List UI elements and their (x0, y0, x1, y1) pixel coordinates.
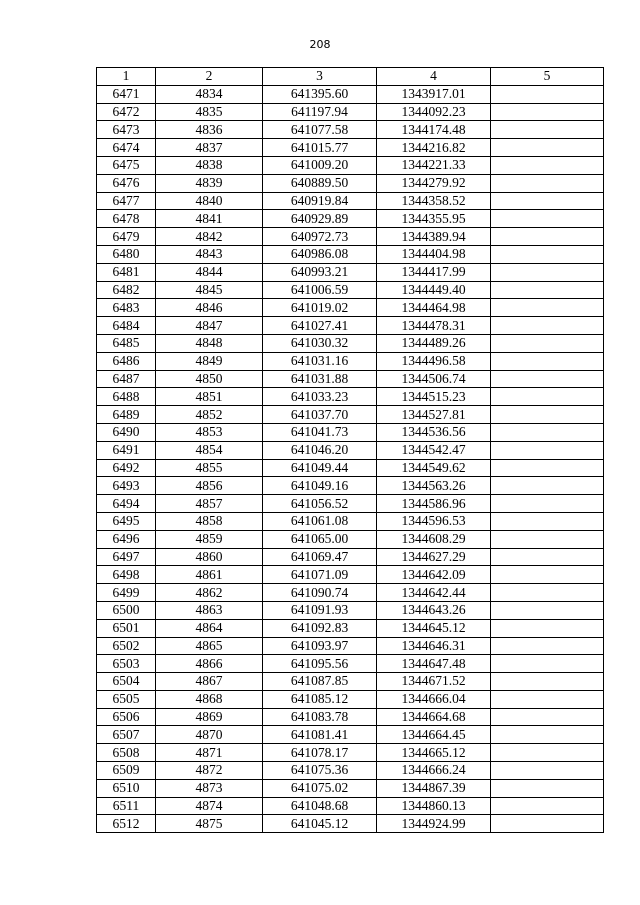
table-cell (491, 762, 604, 780)
table-row (97, 637, 604, 655)
table-cell: 6471 (97, 85, 156, 103)
table-cell: 1344643.26 (377, 601, 491, 619)
table-row (97, 762, 604, 780)
table-cell: 640929.89 (263, 210, 377, 228)
table-cell: 1344542.47 (377, 441, 491, 459)
table-cell: 4871 (156, 744, 263, 762)
table-cell: 4841 (156, 210, 263, 228)
table-row (97, 85, 604, 103)
table-cell: 6481 (97, 263, 156, 281)
table-header-row (97, 68, 604, 86)
table-cell: 641048.68 (263, 797, 377, 815)
table-cell: 641027.41 (263, 317, 377, 335)
table-cell (491, 210, 604, 228)
table-cell: 6487 (97, 370, 156, 388)
table-row (97, 281, 604, 299)
table-cell: 1344506.74 (377, 370, 491, 388)
table-cell: 1344666.04 (377, 690, 491, 708)
table-cell: 1344645.12 (377, 619, 491, 637)
table-cell: 1344646.31 (377, 637, 491, 655)
table-cell (491, 637, 604, 655)
table-cell: 1344627.29 (377, 548, 491, 566)
table-cell (491, 477, 604, 495)
table-cell: 6482 (97, 281, 156, 299)
table-cell: 641071.09 (263, 566, 377, 584)
table-cell: 4869 (156, 708, 263, 726)
table-cell: 4856 (156, 477, 263, 495)
table-cell: 1344665.12 (377, 744, 491, 762)
table-cell: 1344664.68 (377, 708, 491, 726)
table-cell: 1344647.48 (377, 655, 491, 673)
page-number: 208 (309, 38, 331, 51)
table-cell: 1344389.94 (377, 228, 491, 246)
table-row (97, 566, 604, 584)
table-cell: 641041.73 (263, 423, 377, 441)
table-cell: 4872 (156, 762, 263, 780)
table-cell: 6503 (97, 655, 156, 673)
table-cell: 6496 (97, 530, 156, 548)
table-row (97, 815, 604, 833)
table-cell: 6477 (97, 192, 156, 210)
table-cell (491, 690, 604, 708)
table-cell: 1344860.13 (377, 797, 491, 815)
table-row (97, 441, 604, 459)
table-cell: 4843 (156, 245, 263, 263)
table-cell: 4861 (156, 566, 263, 584)
table-cell (491, 370, 604, 388)
table-cell: 1343917.01 (377, 85, 491, 103)
table-cell: 6485 (97, 334, 156, 352)
table-cell: 6504 (97, 673, 156, 691)
table-cell: 1344515.23 (377, 388, 491, 406)
table-cell: 4863 (156, 601, 263, 619)
table-row (97, 210, 604, 228)
table-row (97, 139, 604, 157)
table-cell (491, 673, 604, 691)
table-cell: 641015.77 (263, 139, 377, 157)
table-cell: 4851 (156, 388, 263, 406)
table-cell: 1344478.31 (377, 317, 491, 335)
table-cell: 640889.50 (263, 174, 377, 192)
table-row (97, 156, 604, 174)
table-cell: 1344586.96 (377, 495, 491, 513)
table-cell: 641075.36 (263, 762, 377, 780)
table-row (97, 477, 604, 495)
table-cell: 641030.32 (263, 334, 377, 352)
column-header: 2 (156, 68, 263, 86)
table-cell: 6495 (97, 512, 156, 530)
table-cell (491, 566, 604, 584)
table-row (97, 619, 604, 637)
table-cell (491, 192, 604, 210)
table-row (97, 548, 604, 566)
table-cell: 4834 (156, 85, 263, 103)
table-cell: 641077.58 (263, 121, 377, 139)
table-cell: 641081.41 (263, 726, 377, 744)
table-cell: 1344496.58 (377, 352, 491, 370)
table-cell: 641031.16 (263, 352, 377, 370)
table-cell: 1344671.52 (377, 673, 491, 691)
table-cell (491, 299, 604, 317)
table-row (97, 174, 604, 192)
table-row (97, 103, 604, 121)
table-cell: 641083.78 (263, 708, 377, 726)
table-cell: 6486 (97, 352, 156, 370)
table-cell: 641085.12 (263, 690, 377, 708)
table-cell: 1344642.44 (377, 584, 491, 602)
table-cell (491, 779, 604, 797)
table-cell: 6479 (97, 228, 156, 246)
table-cell: 6491 (97, 441, 156, 459)
table-cell: 641061.08 (263, 512, 377, 530)
table-cell (491, 726, 604, 744)
coordinates-table (96, 67, 604, 833)
table-cell: 6511 (97, 797, 156, 815)
table-cell (491, 797, 604, 815)
table-cell (491, 263, 604, 281)
table-body (97, 85, 604, 832)
table-row (97, 352, 604, 370)
table-cell: 1344924.99 (377, 815, 491, 833)
table-cell: 4859 (156, 530, 263, 548)
table-cell: 641091.93 (263, 601, 377, 619)
table-cell (491, 139, 604, 157)
table-cell: 6500 (97, 601, 156, 619)
table-cell (491, 174, 604, 192)
table-cell: 4840 (156, 192, 263, 210)
table-cell: 1344536.56 (377, 423, 491, 441)
column-header: 3 (263, 68, 377, 86)
table-row (97, 601, 604, 619)
table-cell: 6475 (97, 156, 156, 174)
table-cell: 641078.17 (263, 744, 377, 762)
table-row (97, 726, 604, 744)
table-row (97, 744, 604, 762)
table-cell (491, 85, 604, 103)
column-header: 1 (97, 68, 156, 86)
table-cell: 641069.47 (263, 548, 377, 566)
table-cell (491, 121, 604, 139)
table-cell: 641197.94 (263, 103, 377, 121)
table-cell: 4860 (156, 548, 263, 566)
table-cell: 6472 (97, 103, 156, 121)
table-cell (491, 655, 604, 673)
table-cell: 1344608.29 (377, 530, 491, 548)
table-cell (491, 815, 604, 833)
table-cell: 1344867.39 (377, 779, 491, 797)
table-cell (491, 103, 604, 121)
table-cell: 4858 (156, 512, 263, 530)
table-row (97, 423, 604, 441)
table-cell: 641049.16 (263, 477, 377, 495)
table-cell: 1344642.09 (377, 566, 491, 584)
table-cell: 4862 (156, 584, 263, 602)
table-cell: 6488 (97, 388, 156, 406)
table-row (97, 495, 604, 513)
table-row (97, 779, 604, 797)
table-row (97, 245, 604, 263)
table-cell: 4874 (156, 797, 263, 815)
table-row (97, 530, 604, 548)
table-cell: 4852 (156, 406, 263, 424)
table-row (97, 317, 604, 335)
table-cell: 6492 (97, 459, 156, 477)
table-row (97, 334, 604, 352)
table-cell: 6501 (97, 619, 156, 637)
table-cell: 640986.08 (263, 245, 377, 263)
table-cell: 6490 (97, 423, 156, 441)
table-row (97, 459, 604, 477)
table-cell: 6510 (97, 779, 156, 797)
table-cell: 6480 (97, 245, 156, 263)
table-cell (491, 708, 604, 726)
table-cell: 4855 (156, 459, 263, 477)
table-row (97, 655, 604, 673)
table-cell: 4842 (156, 228, 263, 246)
table-cell: 6499 (97, 584, 156, 602)
column-header: 5 (491, 68, 604, 86)
table-row (97, 584, 604, 602)
table-cell: 6509 (97, 762, 156, 780)
table-cell: 4846 (156, 299, 263, 317)
table-cell: 4838 (156, 156, 263, 174)
table-cell: 4867 (156, 673, 263, 691)
table-cell: 6506 (97, 708, 156, 726)
table-cell: 4857 (156, 495, 263, 513)
table-cell: 4850 (156, 370, 263, 388)
table-cell: 4849 (156, 352, 263, 370)
table-cell (491, 601, 604, 619)
table-cell: 640919.84 (263, 192, 377, 210)
table-cell: 6512 (97, 815, 156, 833)
table-cell: 641065.00 (263, 530, 377, 548)
table-cell (491, 406, 604, 424)
table-cell (491, 459, 604, 477)
table-cell: 6473 (97, 121, 156, 139)
table-cell: 641075.02 (263, 779, 377, 797)
table-cell: 1344174.48 (377, 121, 491, 139)
table-row (97, 690, 604, 708)
table-cell: 641087.85 (263, 673, 377, 691)
table-cell (491, 441, 604, 459)
table-row (97, 388, 604, 406)
table-cell: 1344527.81 (377, 406, 491, 424)
table-cell: 1344489.26 (377, 334, 491, 352)
table-cell: 641033.23 (263, 388, 377, 406)
table-cell: 4870 (156, 726, 263, 744)
table-cell (491, 156, 604, 174)
table-cell: 4839 (156, 174, 263, 192)
table-cell: 1344549.62 (377, 459, 491, 477)
table-cell (491, 228, 604, 246)
table-cell: 1344464.98 (377, 299, 491, 317)
table-row (97, 263, 604, 281)
table-cell: 1344221.33 (377, 156, 491, 174)
table-cell: 4868 (156, 690, 263, 708)
table-cell: 1344664.45 (377, 726, 491, 744)
table-cell: 641006.59 (263, 281, 377, 299)
table-row (97, 228, 604, 246)
table-cell: 4854 (156, 441, 263, 459)
table-cell (491, 317, 604, 335)
table-cell: 6497 (97, 548, 156, 566)
table-cell: 4864 (156, 619, 263, 637)
table-cell: 640972.73 (263, 228, 377, 246)
table-cell (491, 530, 604, 548)
table-cell: 1344216.82 (377, 139, 491, 157)
table-cell: 6483 (97, 299, 156, 317)
table-cell: 1344092.23 (377, 103, 491, 121)
table-cell: 1344279.92 (377, 174, 491, 192)
table-cell: 1344404.98 (377, 245, 491, 263)
table-cell: 1344666.24 (377, 762, 491, 780)
table-cell: 6494 (97, 495, 156, 513)
table-cell: 1344563.26 (377, 477, 491, 495)
table-cell (491, 495, 604, 513)
table-row (97, 370, 604, 388)
table-cell: 6484 (97, 317, 156, 335)
table-cell (491, 512, 604, 530)
table-cell: 6508 (97, 744, 156, 762)
table-cell (491, 352, 604, 370)
table-cell: 1344417.99 (377, 263, 491, 281)
table-cell: 4873 (156, 779, 263, 797)
table-cell: 641031.88 (263, 370, 377, 388)
table-cell: 6493 (97, 477, 156, 495)
table-cell (491, 619, 604, 637)
table-row (97, 512, 604, 530)
table-cell: 6474 (97, 139, 156, 157)
table-cell: 6502 (97, 637, 156, 655)
table-cell (491, 281, 604, 299)
table-cell: 1344449.40 (377, 281, 491, 299)
table-row (97, 121, 604, 139)
table-cell: 1344358.52 (377, 192, 491, 210)
table-cell: 4845 (156, 281, 263, 299)
table-cell (491, 245, 604, 263)
table-row (97, 299, 604, 317)
table-cell (491, 423, 604, 441)
table-cell: 6489 (97, 406, 156, 424)
table-cell: 4836 (156, 121, 263, 139)
table-cell: 1344596.53 (377, 512, 491, 530)
table-cell: 641046.20 (263, 441, 377, 459)
table-cell: 641090.74 (263, 584, 377, 602)
table-cell: 4875 (156, 815, 263, 833)
table-cell: 6498 (97, 566, 156, 584)
table-cell: 641092.83 (263, 619, 377, 637)
table-row (97, 797, 604, 815)
table-cell (491, 334, 604, 352)
table-cell: 4866 (156, 655, 263, 673)
table-cell: 6476 (97, 174, 156, 192)
table-row (97, 673, 604, 691)
table-cell: 641045.12 (263, 815, 377, 833)
table-cell: 4844 (156, 263, 263, 281)
table-cell (491, 744, 604, 762)
table-cell (491, 388, 604, 406)
table-cell: 4835 (156, 103, 263, 121)
table-cell: 4865 (156, 637, 263, 655)
table-cell: 641049.44 (263, 459, 377, 477)
table-cell: 641019.02 (263, 299, 377, 317)
table-row (97, 708, 604, 726)
table-cell: 641093.97 (263, 637, 377, 655)
table-cell: 4853 (156, 423, 263, 441)
table-row (97, 192, 604, 210)
table-cell: 641037.70 (263, 406, 377, 424)
table-cell: 6505 (97, 690, 156, 708)
table-cell: 641095.56 (263, 655, 377, 673)
table-cell: 641056.52 (263, 495, 377, 513)
table-cell: 1344355.95 (377, 210, 491, 228)
column-header: 4 (377, 68, 491, 86)
table-cell: 640993.21 (263, 263, 377, 281)
table-row (97, 406, 604, 424)
table-cell: 6507 (97, 726, 156, 744)
table-cell (491, 548, 604, 566)
table-cell: 641395.60 (263, 85, 377, 103)
table-cell (491, 584, 604, 602)
table-cell: 4837 (156, 139, 263, 157)
table-cell: 4847 (156, 317, 263, 335)
table-cell: 4848 (156, 334, 263, 352)
table-cell: 6478 (97, 210, 156, 228)
table-cell: 641009.20 (263, 156, 377, 174)
